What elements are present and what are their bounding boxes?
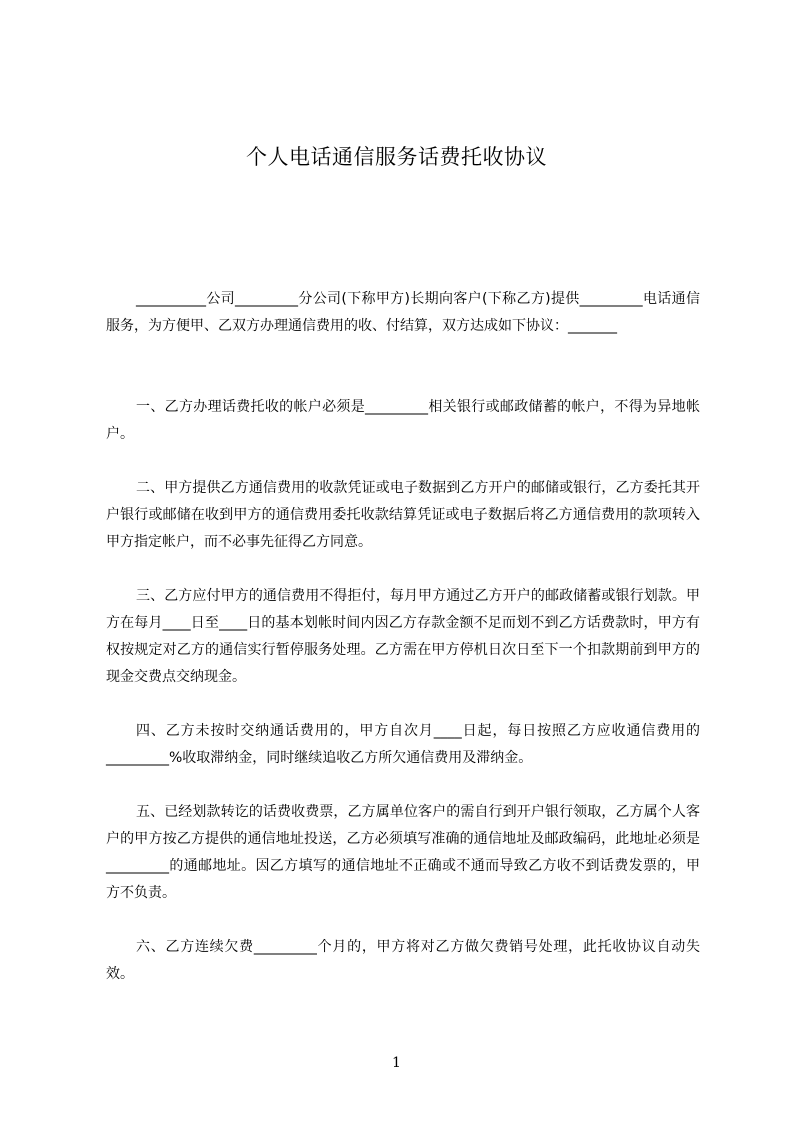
clause-4-paragraph: 四、乙方未按时交纳通话费用的，甲方自次月____日起，每日按照乙方应收通信费用的_________%收取滞纳金，同时继续追收乙方所欠通信费用及滞纳金。 — [106, 723, 700, 766]
clause-3-paragraph: 三、乙方应付甲方的通信费用不得拒付，每月甲方通过乙方开户的邮政储蓄或银行划款。甲方在每月____日至____日的基本划帐时间内因乙方存款金额不足而划不到乙方话费款时，甲方有权按规定对乙方的通信实行暂停服务处理。乙方需在甲方停机日次日至下一个扣款期前到甲方的现金交费点交纳现金。 — [106, 588, 700, 685]
intro-paragraph: __________公司_________分公司(下称甲方)长期向客户(下称乙方)提供_________电话通信服务，为方便甲、乙双方办理通信费用的收、付结算，双方达成如下协议：_______ — [106, 291, 700, 334]
clause-2-paragraph: 二、甲方提供乙方通信费用的收款凭证或电子数据到乙方开户的邮储或银行，乙方委托其开户银行或邮储在收到甲方的通信费用委托收款结算凭证或电子数据后将乙方通信费用的款项转入甲方指定帐户，而不必事先征得乙方同意。 — [106, 480, 700, 550]
clause-6-paragraph: 六、乙方连续欠费_________个月的，甲方将对乙方做欠费销号处理，此托收协议自动失效。 — [106, 939, 700, 982]
page-number: 1 — [392, 1055, 401, 1071]
clause-1-paragraph: 一、乙方办理话费托收的帐户必须是_________相关银行或邮政储蓄的帐户，不得为异地帐户。 — [106, 399, 700, 442]
page-title: 个人电话通信服务话费托收协议 — [246, 145, 547, 169]
clause-5-paragraph: 五、已经划款转讫的话费收费票，乙方属单位客户的需自行到开户银行领取，乙方属个人客户的甲方按乙方提供的通信地址投送，乙方必须填写准确的通信地址及邮政编码，此地址必须是_________的通邮地址。因乙方填写的通信地址不正确或不通而导致乙方收不到话费发票的，甲方不负责。 — [106, 804, 700, 901]
